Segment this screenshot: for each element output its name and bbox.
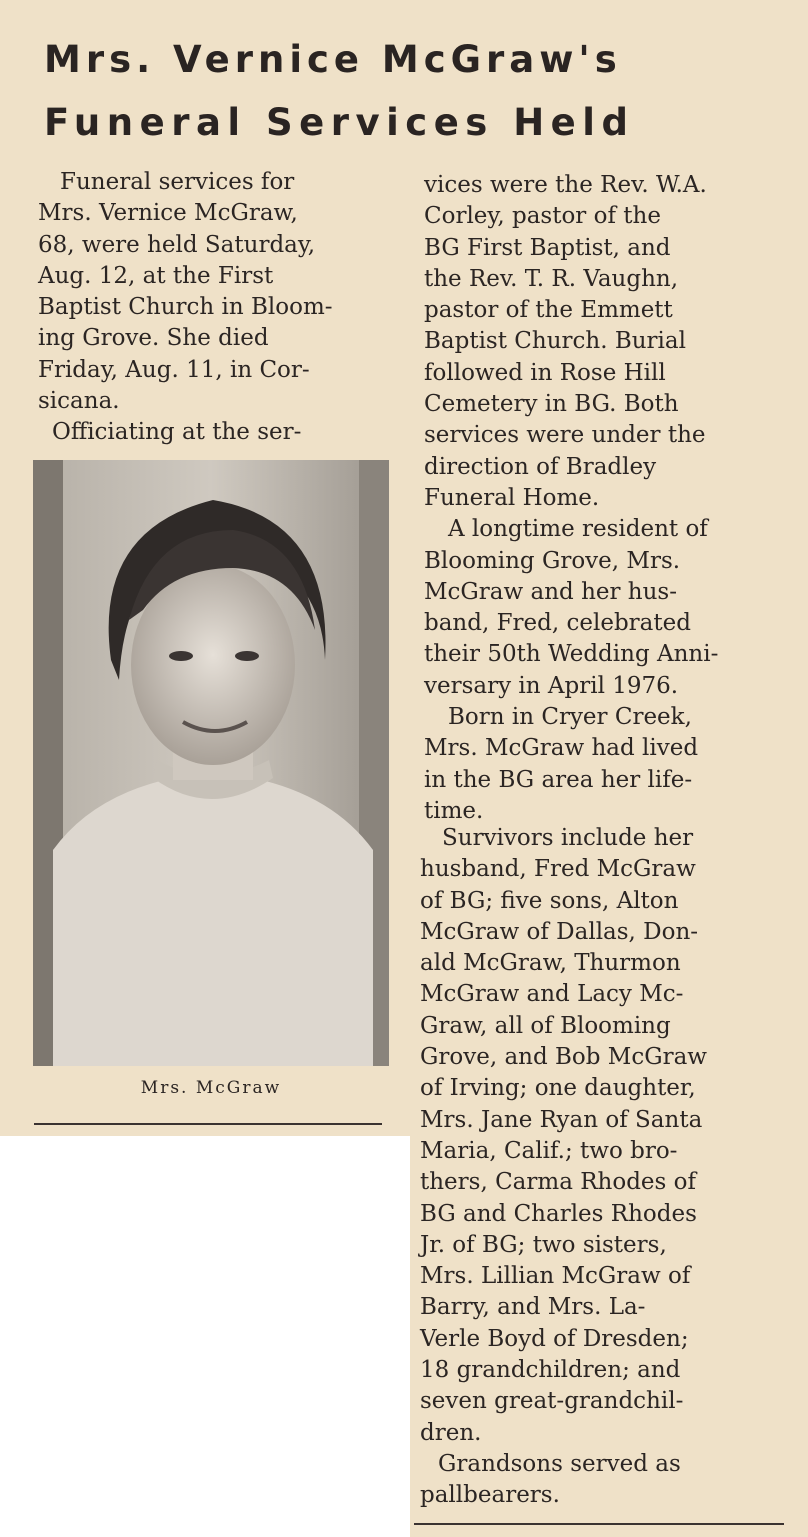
article-line: Verle Boyd of Dresden; [420,1325,689,1352]
article-line: followed in Rose Hill [424,359,666,386]
article-line: Blooming Grove, Mrs. [424,547,681,574]
article-line: Baptist Church in Bloom- [38,294,333,321]
article-line: their 50th Wedding Anni- [424,641,719,668]
article-line: Funeral Home. [424,484,600,511]
article-line: of BG; five sons, Alton [420,887,679,914]
article-line: versary in April 1976. [424,672,679,699]
blank-area [0,1136,410,1537]
article-line: Baptist Church. Burial [424,328,686,355]
article-line: A longtime resident of [448,516,708,543]
article-line: in the BG area her life- [424,766,693,793]
article-line: BG and Charles Rhodes [420,1200,697,1227]
article-line: seven great-grandchil- [420,1388,684,1415]
article-line: Barry, and Mrs. La- [420,1294,646,1321]
article-line: pallbearers. [420,1482,560,1509]
article-line: Graw, all of Blooming [420,1012,671,1039]
article-right-column [424,170,788,827]
article-end-rule [414,1523,784,1525]
article-line: Mrs. Vernice McGraw, [38,200,298,227]
article-line: direction of Bradley [424,453,657,480]
article-line: BG First Baptist, and [424,234,671,261]
article-line: Friday, Aug. 11, in Cor- [38,356,310,383]
article-line: the Rev. T. R. Vaughn, [424,265,678,292]
article-line: Jr. of BG; two sisters, [420,1231,667,1258]
article-line: Maria, Calif.; two bro- [420,1137,678,1164]
article-line: Funeral services for [60,169,295,195]
headline-line-2: Funeral Services Held [44,101,635,144]
article-line: McGraw and Lacy Mc- [420,981,684,1008]
article-line: ing Grove. She died [38,325,269,352]
article-line: vices were the Rev. W.A. [424,172,707,198]
article-line: Aug. 12, at the First [38,262,274,289]
photo-caption: Mrs. McGraw [140,1078,282,1098]
article-line: time. [424,797,484,824]
article-line: 68, were held Saturday, [38,231,316,258]
article-line: husband, Fred McGraw [420,856,696,883]
article-line: Mrs. McGraw had lived [424,735,699,762]
article-line: Grove, and Bob McGraw [420,1044,707,1071]
article-line: sicana. [38,388,120,415]
headline-line-1: Mrs. Vernice McGraw's [44,38,622,81]
article-right-column-continued [420,823,790,1512]
article-line: Born in Cryer Creek, [448,704,692,731]
article-line: Mrs. Jane Ryan of Santa [420,1106,703,1133]
column-divider [34,1123,382,1125]
article-line: Mrs. Lillian McGraw of [420,1263,691,1290]
article-line: 18 grandchildren; and [420,1357,681,1384]
article-line: Cemetery in BG. Both [424,391,679,418]
article-line: McGraw of Dallas, Don- [420,918,699,945]
article-line: ald McGraw, Thurmon [420,950,681,977]
article-line: Corley, pastor of the [424,203,661,230]
article-line: band, Fred, celebrated [424,610,691,637]
article-line: Grandsons served as [438,1450,681,1477]
article-line: Survivors include her [442,825,694,851]
article-line: thers, Carma Rhodes of [420,1169,697,1196]
article-line: services were under the [424,422,706,449]
article-left-column [38,167,388,449]
portrait-photo [33,460,389,1066]
portrait-photo-image [33,460,389,1066]
article-line: dren. [420,1419,482,1446]
article-line: McGraw and her hus- [424,578,677,605]
article-line: of Irving; one daughter, [420,1075,696,1102]
article-line: pastor of the Emmett [424,297,673,324]
article-line: Officiating at the ser- [52,419,302,446]
